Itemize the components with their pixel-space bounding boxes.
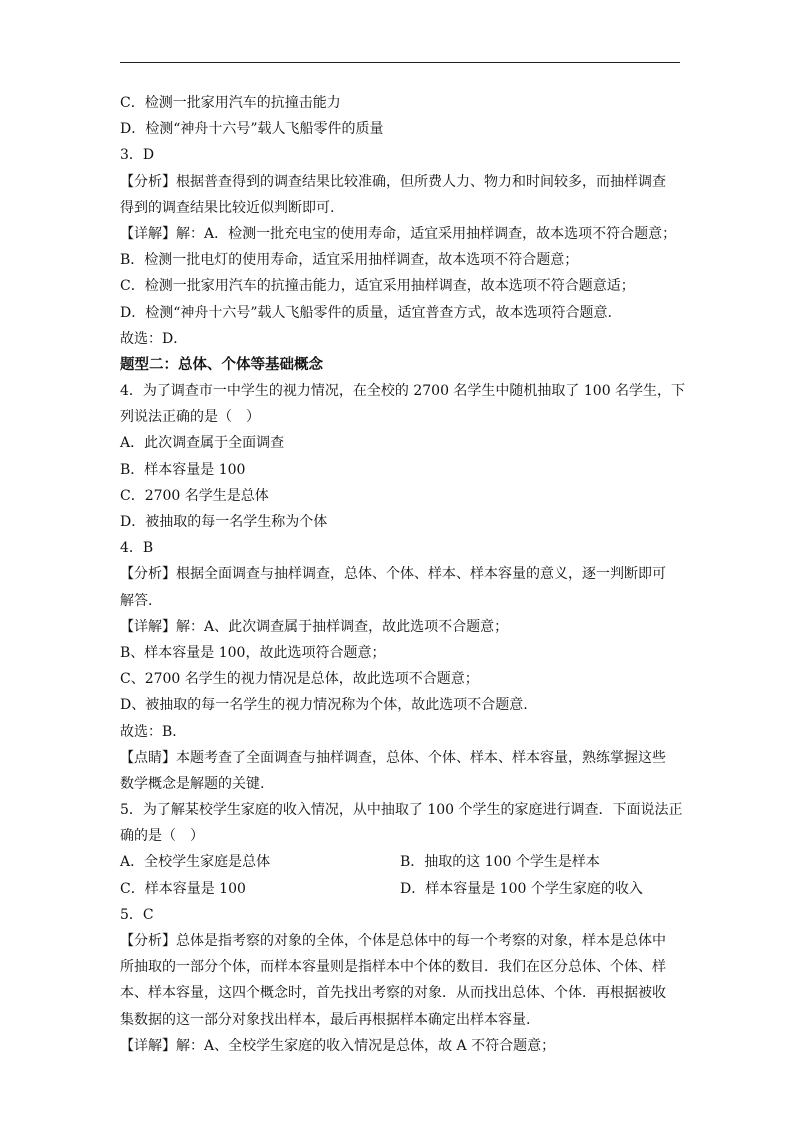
- q3-answer: 3．D: [120, 147, 155, 164]
- q4-stem-line: 4．为了调查市一中学生的视力情况，在全校的 2700 名学生中随机抽取了 100 名学生，下: [120, 383, 686, 400]
- q3-detail-line: D．检测“神舟十六号”载人飞船零件的质量，适宜普查方式，故本选项符合题意.: [120, 304, 612, 321]
- section-heading: 题型二：总体、个体等基础概念: [120, 355, 323, 373]
- q4-answer: 4．B: [120, 540, 154, 557]
- document-body: [120, 90, 686, 1059]
- q3-detail-line: B．检测一批电灯的使用寿命，适宜采用抽样调查，故本选项不符合题意；: [120, 252, 579, 269]
- q4-conclusion: 故选：B．: [120, 723, 187, 740]
- q5-stem-line: 5．为了解某校学生家庭的收入情况，从中抽取了 100 个学生的家庭进行调查．下面说法正: [120, 802, 683, 819]
- option-d-line: D．检测“神舟十六号”载人飞船零件的质量: [120, 121, 384, 138]
- q5-answer: 5．C: [120, 906, 154, 923]
- q5-option-b: B．抽取的这 100 个学生是样本: [400, 854, 600, 871]
- q5-option-d: D．样本容量是 100 个学生家庭的收入: [400, 880, 643, 897]
- q4-stem-line: 列说法正确的是（ ）: [120, 409, 260, 426]
- q5-stem-line: 确的是（ ）: [120, 828, 204, 845]
- q4-detail-line: 【详解】解：A、此次调查属于抽样调查，故此选项不合题意；: [120, 618, 509, 635]
- option-c-line: C．检测一批家用汽车的抗撞击能力: [120, 95, 341, 111]
- q4-comment-line: 数学概念是解题的关键.: [120, 775, 265, 792]
- q4-option-a: A．此次调查属于全面调查: [120, 435, 285, 452]
- q5-options-row: [120, 849, 680, 875]
- q5-analysis-line: 所抽取的一部分个体，而样本容量则是指样本中个体的数目．我们在区分总体、个体、样: [120, 959, 666, 976]
- q5-option-a: A．全校学生家庭是总体: [120, 854, 271, 871]
- q5-analysis-line: 【分析】总体是指考察的对象的全体，个体是总体中的每一个考察的对象，样本是总体中: [120, 933, 666, 949]
- q5-options-row: [120, 876, 680, 902]
- q5-option-c: C．样本容量是 100: [120, 880, 246, 897]
- q4-analysis-line: 解答.: [120, 592, 153, 609]
- q4-detail-line: D、被抽取的每一名学生的视力情况称为个体，故此选项不合题意.: [120, 697, 528, 714]
- q3-analysis-line: 【分析】根据普查得到的调查结果比较准确，但所费人力、物力和时间较多，而抽样调查: [120, 173, 666, 190]
- q4-detail-line: B、样本容量是 100，故此选项符合题意；: [120, 644, 386, 661]
- q3-detail-line: 【详解】解：A．检测一批充电宝的使用寿命，适宜采用抽样调查，故本选项不符合题意；: [120, 225, 677, 242]
- q4-analysis-line: 【分析】根据全面调查与抽样调查，总体、个体、样本、样本容量的意义，逐一判断即可: [120, 566, 666, 583]
- q4-option-c: C．2700 名学生是总体: [120, 487, 269, 504]
- q5-detail-line: 【详解】解：A、全校学生家庭的收入情况是总体，故 A 不符合题意；: [120, 1037, 556, 1054]
- q3-detail-line: C．检测一批家用汽车的抗撞击能力，适宜采用抽样调查，故本选项不符合题意适；: [120, 278, 635, 295]
- q3-conclusion: 故选：D．: [120, 330, 188, 347]
- header-rule: [120, 62, 680, 63]
- q5-analysis-line: 集数据的这一部分对象找出样本，最后再根据样本确定出样本容量.: [120, 1011, 531, 1028]
- q4-comment-line: 【点睛】本题考查了全面调查与抽样调查，总体、个体、样本、样本容量，熟练掌握这些: [120, 749, 666, 766]
- q4-detail-line: C、2700 名学生的视力情况是总体，故此选项不合题意；: [120, 671, 479, 688]
- q5-analysis-line: 本、样本容量，这四个概念时，首先找出考察的对象．从而找出总体、个体．再根据被收: [120, 985, 666, 1002]
- q4-option-d: D．被抽取的每一名学生称为个体: [120, 514, 328, 530]
- q4-option-b: B．样本容量是 100: [120, 461, 246, 478]
- q3-analysis-line: 得到的调查结果比较近似判断即可.: [120, 199, 335, 216]
